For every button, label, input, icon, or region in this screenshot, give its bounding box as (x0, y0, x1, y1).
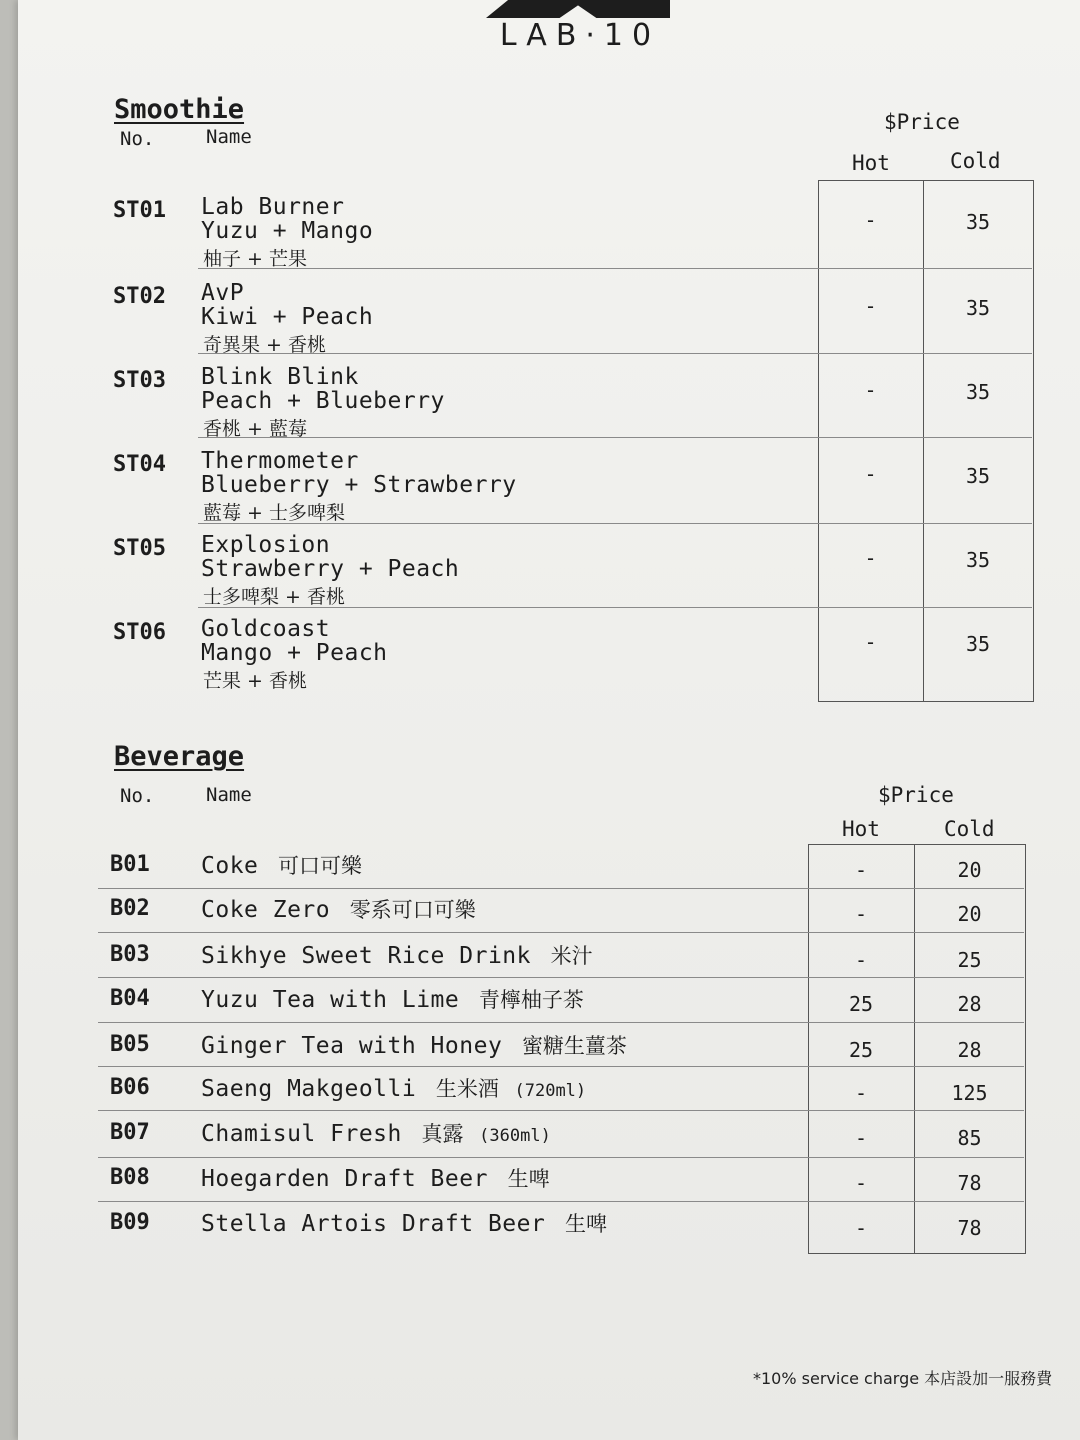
beverage-cold-price: 25 (957, 948, 982, 972)
beverage-name: Yuzu Tea with Lime (201, 987, 460, 1013)
beverage-code: B02 (110, 896, 150, 921)
smoothie-row-divider (198, 268, 1032, 269)
beverage-line (201, 1208, 613, 1238)
menu-paper (18, 0, 1080, 1440)
smoothie-code: ST05 (113, 536, 166, 561)
smoothie-row-divider (198, 353, 1032, 354)
beverage-line (201, 984, 590, 1014)
smoothie-hot-price: - (864, 208, 877, 232)
beverage-zh: 可口可樂 (278, 854, 363, 878)
smoothie-hot-price: - (864, 294, 877, 318)
smoothie-desc: Yuzu + Mango (201, 218, 374, 244)
smoothie-zh: 香桃 + 藍莓 (203, 418, 307, 440)
smoothie-hot-price: - (864, 378, 877, 402)
smoothie-name: AvP (201, 280, 245, 306)
beverage-volume: (360ml) (479, 1126, 551, 1146)
beverage-hot-price: 25 (848, 992, 874, 1016)
beverage-code: B05 (110, 1032, 150, 1057)
beverage-hot-price: - (854, 1081, 868, 1105)
smoothie-price-box (818, 180, 1034, 702)
beverage-name: Sikhye Sweet Rice Drink (201, 943, 531, 969)
beverage-col-no: No. (120, 785, 155, 807)
beverage-row-divider (98, 977, 1024, 978)
beverage-cold-price: 85 (957, 1126, 982, 1150)
service-charge-note: *10% service charge 本店設加一服務費 (753, 1369, 1053, 1388)
beverage-zh: 青檸柚子茶 (478, 988, 584, 1012)
smoothie-price-divider (923, 180, 924, 702)
smoothie-zh: 柚子 + 芒果 (203, 248, 307, 270)
beverage-zh: 蜜糖生薑茶 (521, 1034, 627, 1058)
beverage-name: Ginger Tea with Honey (201, 1033, 503, 1059)
smoothie-col-name: Name (206, 126, 252, 148)
smoothie-cold-price: 35 (965, 464, 991, 488)
smoothie-code: ST04 (113, 452, 166, 477)
beverage-hot-price: 25 (848, 1038, 874, 1062)
smoothie-cold-price: 35 (965, 380, 991, 404)
smoothie-row-divider (198, 437, 1032, 438)
logo-icon (486, 0, 670, 18)
beverage-cold-price: 28 (957, 992, 982, 1016)
smoothie-cold-price: 35 (965, 210, 991, 234)
smoothie-cold-label: Cold (950, 149, 1001, 173)
beverage-code: B07 (110, 1120, 150, 1145)
smoothie-hot-price: - (864, 462, 877, 486)
smoothie-desc: Kiwi + Peach (201, 304, 374, 330)
beverage-name: Hoegarden Draft Beer (201, 1166, 488, 1192)
smoothie-row-divider (198, 607, 1032, 608)
beverage-cold-label: Cold (944, 817, 995, 841)
beverage-zh: 零系可口可樂 (349, 898, 476, 922)
beverage-cold-price: 78 (957, 1216, 982, 1240)
smoothie-desc: Mango + Peach (201, 640, 388, 666)
beverage-cold-price: 78 (957, 1171, 982, 1195)
beverage-code: B09 (110, 1210, 150, 1235)
beverage-name: Coke Zero (201, 897, 331, 923)
smoothie-name: Lab Burner (201, 194, 345, 220)
beverage-zh: 米汁 (550, 944, 593, 968)
beverage-cold-price: 20 (957, 858, 982, 882)
beverage-row-divider (98, 888, 1024, 889)
beverage-line (201, 1118, 551, 1148)
smoothie-zh: 藍莓 + 士多啤梨 (203, 502, 345, 524)
beverage-line (201, 850, 368, 880)
smoothie-code: ST03 (113, 368, 166, 393)
beverage-cold-price: 28 (957, 1038, 982, 1062)
smoothie-desc: Blueberry + Strawberry (201, 472, 517, 498)
smoothie-desc: Strawberry + Peach (201, 556, 460, 582)
beverage-hot-price: - (854, 1216, 868, 1240)
smoothie-price-label: $Price (884, 110, 960, 134)
smoothie-code: ST01 (113, 198, 166, 223)
smoothie-name: Explosion (201, 532, 331, 558)
smoothie-zh: 奇異果 + 香桃 (203, 334, 326, 356)
smoothie-code: ST02 (113, 284, 166, 309)
beverage-line (201, 940, 599, 970)
smoothie-row-divider (198, 523, 1032, 524)
smoothie-zh: 芒果 + 香桃 (203, 670, 307, 692)
beverage-line (201, 1030, 633, 1060)
beverage-name: Chamisul Fresh (201, 1121, 402, 1147)
smoothie-name: Goldcoast (201, 616, 331, 642)
beverage-col-name: Name (206, 784, 252, 806)
smoothie-name: Thermometer (201, 448, 359, 474)
smoothie-title: Smoothie (114, 94, 245, 125)
beverage-hot-price: - (854, 902, 868, 926)
beverage-row-divider (98, 932, 1024, 933)
smoothie-code: ST06 (113, 620, 166, 645)
brand-logo: LAB·10 (499, 18, 661, 53)
beverage-row-divider (98, 1022, 1024, 1023)
beverage-title: Beverage (114, 741, 245, 772)
beverage-price-label: $Price (878, 783, 954, 807)
beverage-code: B08 (110, 1165, 150, 1190)
beverage-name: Coke (201, 853, 259, 879)
smoothie-hot-label: Hot (852, 151, 890, 175)
beverage-zh: 生米酒 (435, 1077, 499, 1101)
beverage-line (201, 894, 482, 924)
beverage-hot-price: - (854, 858, 868, 882)
beverage-line (201, 1163, 556, 1193)
beverage-name: Saeng Makgeolli (201, 1076, 417, 1102)
beverage-row-divider (98, 1110, 1024, 1111)
beverage-zh: 生啤 (564, 1212, 607, 1236)
beverage-row-divider (98, 1157, 1024, 1158)
smoothie-hot-price: - (864, 546, 877, 570)
smoothie-hot-price: - (864, 630, 877, 654)
smoothie-cold-price: 35 (965, 296, 991, 320)
beverage-hot-price: - (854, 948, 868, 972)
beverage-zh: 真露 (421, 1122, 464, 1146)
beverage-cold-price: 20 (957, 902, 982, 926)
smoothie-desc: Peach + Blueberry (201, 388, 445, 414)
beverage-volume: (720ml) (514, 1081, 587, 1101)
smoothie-col-no: No. (120, 128, 155, 150)
smoothie-cold-price: 35 (965, 548, 991, 572)
beverage-cold-price: 125 (951, 1081, 988, 1105)
beverage-hot-price: - (854, 1126, 868, 1150)
beverage-hot-label: Hot (842, 817, 880, 841)
beverage-hot-price: - (854, 1171, 868, 1195)
beverage-code: B06 (110, 1075, 150, 1100)
smoothie-name: Blink Blink (201, 364, 359, 390)
smoothie-cold-price: 35 (965, 632, 991, 656)
beverage-zh: 生啤 (507, 1167, 550, 1191)
beverage-code: B04 (110, 986, 150, 1011)
beverage-code: B03 (110, 942, 150, 967)
beverage-line (201, 1073, 586, 1103)
beverage-name: Stella Artois Draft Beer (201, 1211, 546, 1237)
beverage-row-divider (98, 1201, 1024, 1202)
smoothie-zh: 士多啤梨 + 香桃 (203, 586, 345, 608)
beverage-row-divider (98, 1066, 1024, 1067)
beverage-code: B01 (110, 852, 150, 877)
